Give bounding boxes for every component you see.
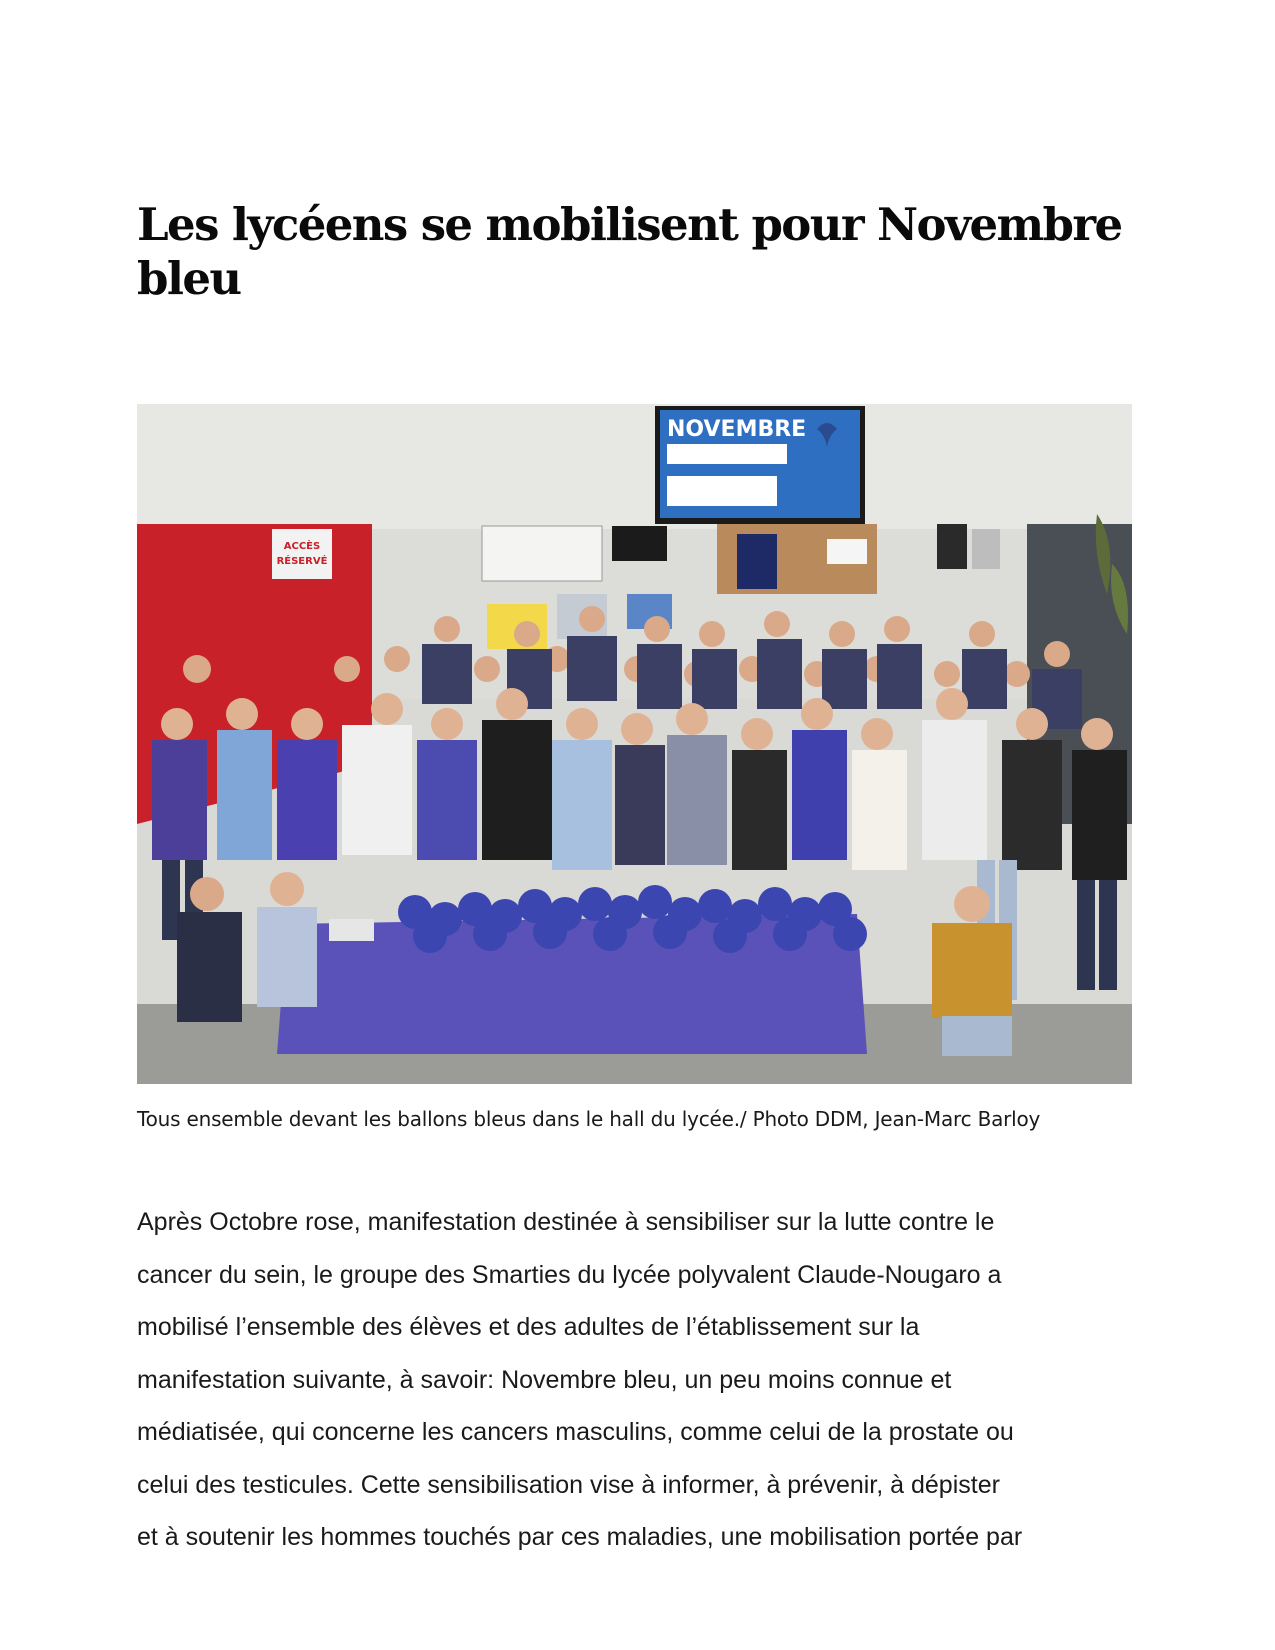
article-photo bbox=[137, 404, 1132, 1084]
sign-line1: ACCÈS bbox=[283, 541, 321, 552]
sign-line2: RÉSERVÉ bbox=[276, 556, 328, 567]
body-line: mobilisé l’ensemble des élèves et des adultes de l’établissement sur la bbox=[137, 1313, 920, 1341]
article-title: Les lycéens se mobilisent pour Novembre bleu bbox=[137, 198, 1122, 305]
body-line: et à soutenir les hommes touchés par ces maladies, une mobilisation portée par bbox=[137, 1523, 1023, 1551]
body-line: Après Octobre rose, manifestation destinée à sensibiliser sur la lutte contre le bbox=[137, 1208, 995, 1236]
body-line: médiatisée, qui concerne les cancers masculins, comme celui de la prostate ou bbox=[137, 1418, 1014, 1446]
body-line: manifestation suivante, à savoir: Novembre bleu, un peu moins connue et bbox=[137, 1365, 952, 1394]
group-photo-illustration bbox=[137, 404, 1132, 1084]
screen-title: NOVEMBRE bbox=[667, 417, 807, 442]
article-body bbox=[137, 1196, 1137, 1564]
photo-caption: Tous ensemble devant les ballons bleus dans le hall du lycée./ Photo DDM, Jean-Marc Barloy bbox=[137, 1107, 1041, 1131]
body-line: celui des testicules. Cette sensibilisation vise à informer, à prévenir, à dépister bbox=[137, 1470, 1000, 1499]
body-line: cancer du sein, le groupe des Smarties du lycée polyvalent Claude-Nougaro a bbox=[137, 1260, 1002, 1289]
crowd-middle bbox=[152, 688, 1127, 880]
